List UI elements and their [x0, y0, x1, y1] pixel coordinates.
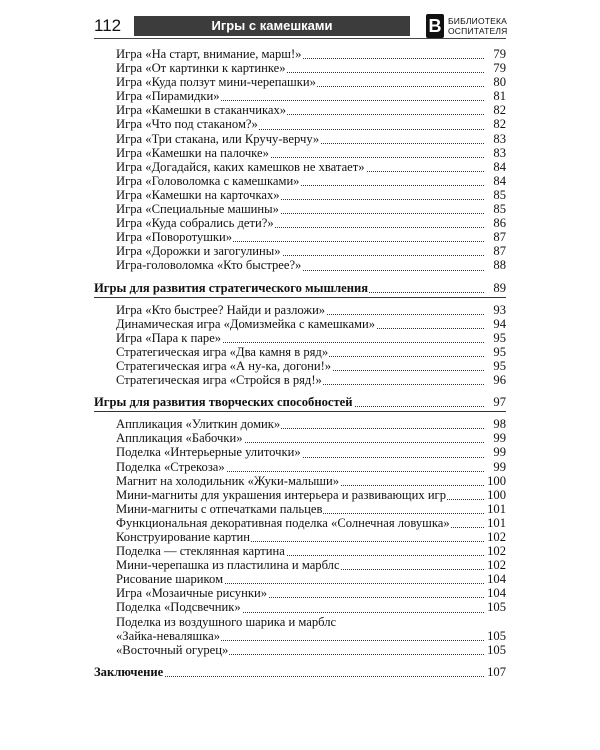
- toc-entry: [116, 629, 506, 643]
- toc-entry-title: Игра «Камешки на карточках»: [116, 187, 280, 202]
- toc-page-number: 95: [493, 330, 506, 345]
- toc-page-number: 102: [487, 544, 506, 559]
- toc-entry-title: Игра «Поворотушки»: [116, 230, 233, 245]
- toc-entry-title: Игра «Дорожки и загогулины»: [116, 244, 281, 259]
- toc-entry-title: Игры для развития творческих способностей: [94, 395, 353, 410]
- toc-entry: [116, 244, 506, 258]
- toc-entry-title: Игра «Головоломка с камешками»: [116, 173, 300, 188]
- toc-entry-title: Аппликация «Бабочки»: [116, 431, 243, 446]
- toc-entry: [116, 586, 506, 600]
- section-gap: [94, 273, 506, 281]
- toc-section-entry: [94, 395, 506, 409]
- toc-entry: [116, 103, 506, 117]
- toc-page-number: 81: [493, 89, 506, 104]
- toc-entry-title: Игра «Мозаичные рисунки»: [116, 586, 268, 601]
- toc-entry: [116, 146, 506, 160]
- toc-entry: [116, 445, 506, 459]
- toc-page-number: 105: [487, 628, 506, 643]
- toc-entry-title: Стратегическая игра «Два камня в ряд»: [116, 344, 329, 359]
- toc-entry-title: Игра «Куда собрались дети?»: [116, 216, 274, 231]
- toc-entry: [116, 359, 506, 373]
- toc-page-number: 99: [493, 459, 506, 474]
- toc-entry: [116, 331, 506, 345]
- toc-entry-title: Игра «Куда ползут мини-черепашки»: [116, 75, 316, 90]
- toc-page-number: 83: [493, 145, 506, 160]
- toc-entry-title: Игра «Пирамидки»: [116, 89, 220, 104]
- toc-page-number: 79: [493, 47, 506, 61]
- toc-entry-title: Игры для развития стратегического мышления: [94, 280, 369, 295]
- toc-entry-title: Игра «Пара к паре»: [116, 330, 222, 345]
- toc-entry: [116, 488, 506, 502]
- toc-entry-title: Поделка «Подсвечник»: [116, 600, 241, 615]
- toc-entry: [116, 132, 506, 146]
- toc-page-number: 95: [493, 344, 506, 359]
- toc-entry: [116, 530, 506, 544]
- toc-page-number: 107: [487, 664, 506, 679]
- toc-page-number: 79: [493, 61, 506, 76]
- toc-entry-title: Заключение: [94, 664, 164, 679]
- toc-page-number: 93: [493, 302, 506, 317]
- toc-page-number: 95: [493, 358, 506, 373]
- toc-entry: [116, 345, 506, 359]
- toc-entry-title: «Зайка-неваляшка»: [116, 628, 221, 643]
- toc-entry: [116, 174, 506, 188]
- page-number: 112: [94, 16, 122, 35]
- toc-page-number: 83: [493, 131, 506, 146]
- toc-entry: [116, 230, 506, 244]
- toc-entry: [116, 216, 506, 230]
- toc-page-number: 105: [487, 642, 506, 657]
- toc-page-number: 96: [493, 373, 506, 388]
- toc-entry: [116, 303, 506, 317]
- toc-section-entry: [94, 665, 506, 679]
- toc-entry-title: Аппликация «Улиткин домик»: [116, 417, 281, 432]
- running-title: Игры с камешками: [134, 16, 410, 36]
- toc-entry-title: Конструирование картин: [116, 530, 251, 544]
- toc-page-number: 102: [487, 530, 506, 544]
- toc-entry-title: Игра «На старт, внимание, марш!»: [116, 47, 302, 61]
- toc-entry-title: Игра «Камешки в стаканчиках»: [116, 103, 287, 118]
- toc-entry-title: Стратегическая игра «Стройся в ряд!»: [116, 373, 322, 388]
- toc-entry: [116, 558, 506, 572]
- toc-page-number: 82: [493, 117, 506, 132]
- toc-page-number: 98: [493, 417, 506, 432]
- toc-entry-title: Поделка из воздушного шарика и марблс: [116, 614, 337, 629]
- toc-entry: [116, 75, 506, 89]
- toc-entry-title: Игра-головоломка «Кто быстрее?»: [116, 258, 302, 273]
- toc-page-number: 88: [493, 258, 506, 273]
- toc-entry-title: Игра «Догадайся, каких камешков не хватает»: [116, 159, 365, 174]
- toc-entry: [116, 89, 506, 103]
- toc-entry: [116, 202, 506, 216]
- series-logo-letter: В: [426, 14, 444, 38]
- series-name-line1: БИБЛИОТЕКА: [448, 16, 508, 26]
- toc-page-number: 87: [493, 230, 506, 245]
- toc-page-number: 101: [487, 515, 506, 530]
- section-underline: [94, 297, 506, 298]
- series-name: [448, 16, 512, 36]
- toc-page-number: 84: [493, 173, 506, 188]
- toc-entry-title: Поделка — стеклянная картина: [116, 544, 285, 559]
- section-gap: [94, 387, 506, 395]
- toc-page-number: 99: [493, 431, 506, 446]
- toc-entry-title: Игра «Кто быстрее? Найди и разложи»: [116, 302, 326, 317]
- toc-entry: [116, 417, 506, 431]
- toc-entry-title: Игра «Что под стаканом?»: [116, 117, 258, 132]
- toc-entry: [116, 373, 506, 387]
- toc-page-number: 82: [493, 103, 506, 118]
- toc-entry: [116, 544, 506, 558]
- toc-entry-title: Мини-магниты с отпечатками пальцев: [116, 501, 323, 516]
- toc-page-number: 104: [487, 572, 506, 587]
- toc-entry-title: Игра «Камешки на палочке»: [116, 145, 269, 160]
- page-header: [94, 16, 506, 36]
- toc-entry-title: Функциональная декоративная поделка «Солнечная ловушка»: [116, 515, 450, 530]
- toc-page-number: 85: [493, 202, 506, 217]
- toc-entry: [116, 258, 506, 272]
- toc-page-number: 105: [487, 600, 506, 615]
- toc-section-entry: [94, 281, 506, 295]
- toc-entry-title: Динамическая игра «Домизмейка с камешками»: [116, 316, 376, 331]
- toc-page-number: 100: [487, 487, 506, 502]
- toc-entry: [116, 643, 506, 657]
- toc-page-number: 99: [493, 445, 506, 460]
- section-underline: [94, 411, 506, 412]
- toc-entry: [116, 502, 506, 516]
- toc-page-number: 85: [493, 187, 506, 202]
- toc-page-number: 104: [487, 586, 506, 601]
- toc-page-number: 87: [493, 244, 506, 259]
- toc-page-number: 101: [487, 501, 506, 516]
- toc-entry-title: Мини-магниты для украшения интерьера и развивающих игр: [116, 487, 447, 502]
- toc-entry-title: Магнит на холодильник «Жуки-малыши»: [116, 473, 340, 488]
- toc-entry-title: «Восточный огурец»: [116, 642, 229, 657]
- toc-entry: [116, 188, 506, 202]
- toc-entry: [116, 572, 506, 586]
- toc-entry-title: Стратегическая игра «А ну-ка, догони!»: [116, 358, 332, 373]
- toc-entry: [116, 317, 506, 331]
- toc-entry: [116, 600, 506, 614]
- series-name-line2: ОСПИТАТЕЛЯ: [448, 26, 508, 36]
- toc-entry: [116, 47, 506, 61]
- toc-entry-title: Поделка «Интерьерные улиточки»: [116, 445, 301, 460]
- toc-page-number: 86: [493, 216, 506, 231]
- header-rule: [94, 38, 506, 39]
- toc-entry: [116, 474, 506, 488]
- section-gap: [94, 657, 506, 665]
- toc-entry: [116, 61, 506, 75]
- toc-page-number: 102: [487, 558, 506, 573]
- toc-page-number: 100: [487, 473, 506, 488]
- toc-page-number: 80: [493, 75, 506, 90]
- toc-entry-title: Рисование шариком: [116, 572, 224, 587]
- toc-page-number: 89: [493, 280, 506, 295]
- toc-entry-title: Мини-черепашка из пластилина и марблс: [116, 558, 340, 573]
- toc-entry: [116, 516, 506, 530]
- toc-entry-title: Игра «Три стакана, или Кручу-верчу»: [116, 131, 320, 146]
- toc-entry-title: Игра «От картинки к картинке»: [116, 61, 286, 76]
- toc-page-number: 84: [493, 159, 506, 174]
- toc-entry: [116, 160, 506, 174]
- toc-entry: [116, 615, 506, 629]
- toc-entry: [116, 460, 506, 474]
- toc-entry-title: Поделка «Стрекоза»: [116, 459, 225, 474]
- toc-entry-title: Игра «Специальные машины»: [116, 202, 279, 217]
- toc-entry: [116, 431, 506, 445]
- table-of-contents: [94, 47, 506, 679]
- toc-page-number: 94: [493, 316, 506, 331]
- toc-entry: [116, 117, 506, 131]
- toc-page-number: 97: [493, 395, 506, 410]
